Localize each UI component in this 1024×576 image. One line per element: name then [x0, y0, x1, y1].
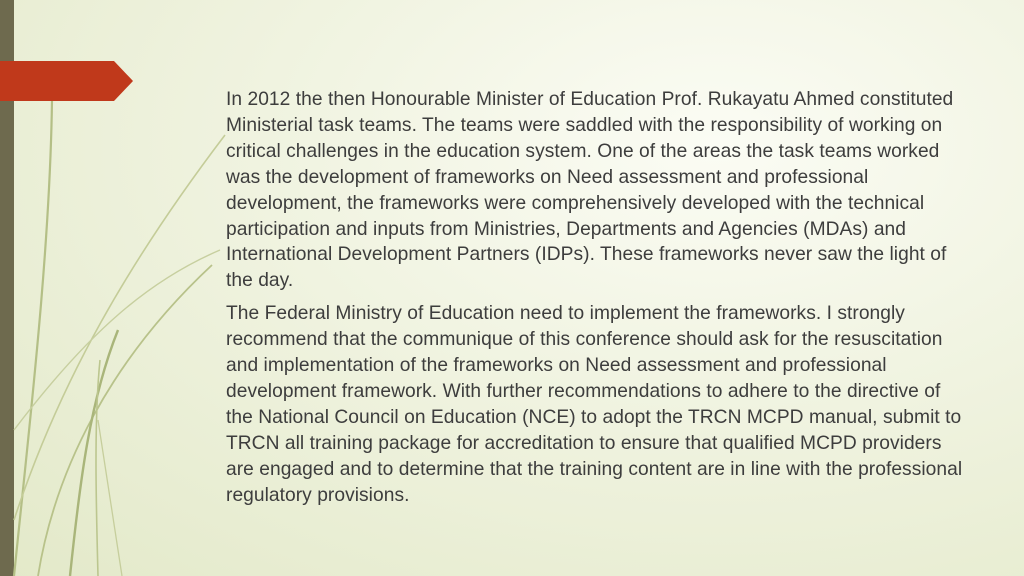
- swoosh-line-5: [70, 330, 118, 576]
- paragraph-1: In 2012 the then Honourable Minister of Education Prof. Rukayatu Ahmed constituted Ministerial task teams. The teams were saddled with the responsibility of working on critical challenges in the education system. One of the areas the task teams worked was the development of frameworks on Need assessment and professional development, the frameworks were comprehensively developed with the technical participation and inputs from Ministries, Departments and Agencies (MDAs) and International Development Partners (IDPs). These frameworks never saw the light of the day.: [226, 89, 954, 292]
- swoosh-line-1: [14, 100, 52, 576]
- swoosh-line-4: [38, 265, 212, 576]
- accent-tab-shape: [0, 61, 133, 101]
- swoosh-line-3: [14, 250, 220, 430]
- swoosh-line-6: [96, 360, 100, 576]
- paragraph-2: The Federal Ministry of Education need to implement the frameworks. I strongly recommend that the communique of this conference should ask for the resuscitation and implementation of the frameworks on Need assessment and professional development framework. With further recommendations to adhere to the directive of the National Council on Education (NCE) to adopt the TRCN MCPD manual, submit to TRCN all training package for accreditation to ensure that qualified MCPD providers are engaged and to determine that the training content are in line with the professional regulatory provisions.: [226, 303, 963, 506]
- slide-body-text: [226, 87, 966, 509]
- left-side-bar: [0, 0, 14, 576]
- swoosh-line-7: [98, 420, 122, 576]
- swoosh-line-2: [14, 135, 225, 520]
